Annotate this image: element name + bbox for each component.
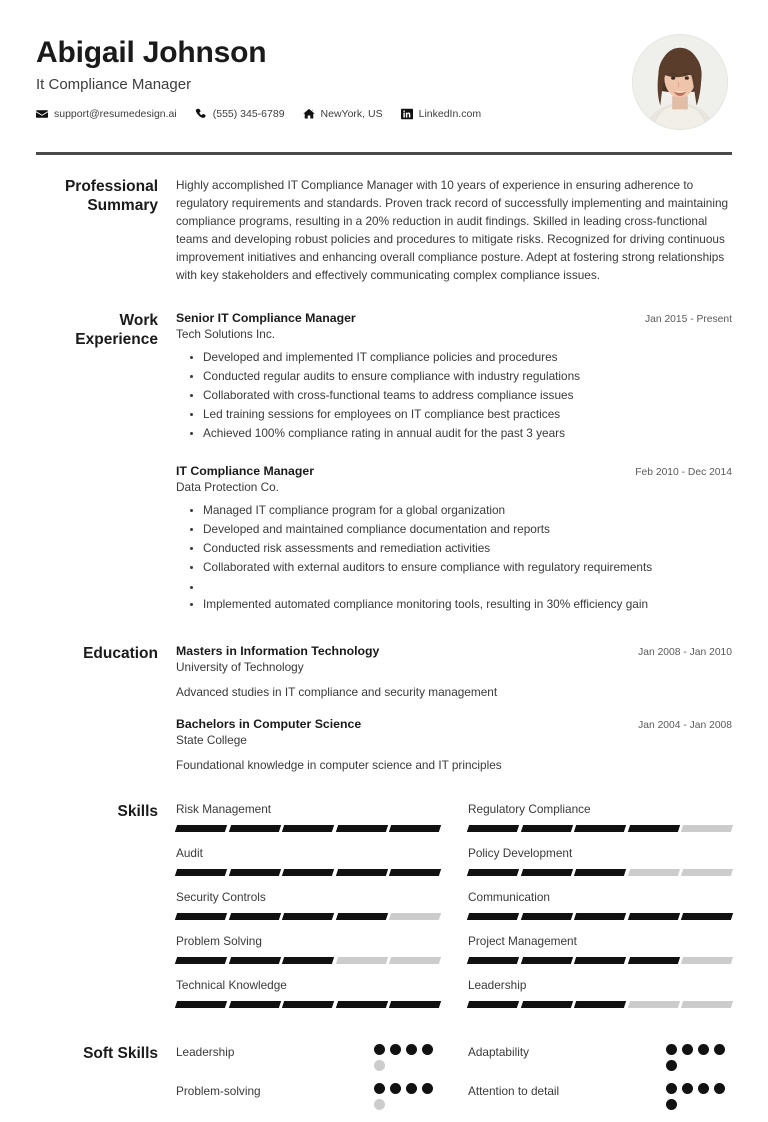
section-heading-summary (36, 177, 176, 285)
skill-meter (176, 957, 440, 964)
experience-bullet-list (176, 348, 732, 444)
list-item: • Led training sessions for employees on IT compliance best practices (203, 405, 732, 424)
skill-label: Audit (176, 845, 203, 860)
education-entry-header (176, 717, 732, 731)
experience-company: Tech Solutions Inc. (176, 326, 276, 341)
contact-linkedin[interactable] (401, 108, 481, 120)
section-heading-soft-skills: Soft Skills (83, 1044, 158, 1062)
skill-segment-filled (574, 825, 626, 832)
contact-email[interactable] (36, 108, 177, 120)
skill-meter (468, 1001, 732, 1008)
experience-heading-line-1: Work (119, 311, 158, 329)
rating-dot-filled (666, 1083, 677, 1094)
rating-dot-filled (714, 1083, 725, 1094)
rating-dot-filled (714, 1044, 725, 1055)
skill-label: Project Management (468, 933, 577, 948)
skill-segment-empty (389, 913, 441, 920)
skill-item (468, 890, 732, 920)
skill-segment-empty (681, 869, 733, 876)
skill-label: Regulatory Compliance (468, 801, 591, 816)
skill-item (468, 802, 732, 832)
experience-company: Data Protection Co. (176, 479, 279, 494)
contact-phone[interactable] (195, 108, 285, 120)
soft-skill-item (176, 1044, 440, 1071)
skill-segment-filled (228, 869, 280, 876)
skill-item (176, 978, 440, 1008)
skill-segment-filled (389, 825, 441, 832)
skill-label: Problem Solving (176, 933, 262, 948)
soft-skill-label: Adaptability (468, 1044, 529, 1059)
section-heading-experience (36, 311, 176, 614)
section-education (36, 644, 732, 772)
experience-heading-line-2: Experience (75, 330, 158, 348)
contact-phone-label: (555) 345-6789 (212, 107, 285, 120)
linkedin-icon (401, 108, 413, 120)
skill-segment-filled (228, 913, 280, 920)
education-degree: Bachelors in Computer Science (176, 716, 362, 731)
list-item: • Developed and maintained compliance documentation and reports (203, 520, 732, 539)
skill-label: Policy Development (468, 845, 573, 860)
experience-entry (176, 464, 732, 614)
skill-item (176, 846, 440, 876)
education-institution: State College (176, 732, 247, 747)
skill-segment-filled (175, 957, 227, 964)
skill-item (176, 934, 440, 964)
rating-dot-filled (374, 1083, 385, 1094)
list-item: • Implemented automated compliance monitoring tools, resulting in 30% efficiency gain (203, 595, 732, 614)
rating-dot-filled (698, 1083, 709, 1094)
experience-body (176, 311, 732, 614)
skill-segment-filled (467, 957, 519, 964)
rating-dot-filled (406, 1044, 417, 1055)
list-item: • Conducted regular audits to ensure compliance with industry regulations (203, 367, 732, 386)
envelope-icon (36, 108, 48, 120)
skill-meter (176, 869, 440, 876)
rating-dot-filled (406, 1083, 417, 1094)
header-left (36, 32, 632, 120)
section-soft-skills (36, 1044, 732, 1122)
skill-segment-filled (175, 869, 227, 876)
home-icon (303, 108, 315, 120)
soft-skill-rating (374, 1083, 440, 1110)
skill-segment-filled (336, 913, 388, 920)
skill-segment-filled (520, 957, 572, 964)
rating-dot-filled (422, 1083, 433, 1094)
skill-segment-empty (336, 957, 388, 964)
skill-meter (176, 913, 440, 920)
section-professional-summary (36, 177, 732, 285)
job-title: It Compliance Manager (36, 75, 192, 93)
summary-heading-line-2: Summary (87, 197, 158, 215)
soft-skill-label: Problem-solving (176, 1083, 261, 1098)
avatar-container (632, 32, 732, 130)
skill-segment-filled (574, 913, 626, 920)
list-item: • Developed and implemented IT compliance policies and procedures (203, 348, 732, 367)
avatar-photo (633, 35, 727, 129)
skill-segment-filled (282, 957, 334, 964)
skill-segment-filled (389, 869, 441, 876)
experience-entry (176, 311, 732, 444)
skill-segment-filled (574, 1001, 626, 1008)
skill-segment-filled (681, 913, 733, 920)
rating-dot-filled (666, 1044, 677, 1055)
skill-meter (468, 957, 732, 964)
soft-skill-item (468, 1044, 732, 1071)
soft-skill-rating (666, 1044, 732, 1071)
summary-text: Highly accomplished IT Compliance Manager with 10 years of experience in ensuring adherence to regulatory requirements and standards. Proven track record of successfully implementing and maintaining compliance programs, resulting in a 20% reduction in audit findings. Skilled in leading cross-functional teams and developing robust policies and procedures to mitigate risks. Recognized for driving continuous improvement initiatives and enhancing overall compliance posture. Adept at fostering strong relationships with key stakeholders and effectively communicating complex compliance issues. (176, 178, 729, 282)
skill-segment-empty (681, 1001, 733, 1008)
contact-location[interactable] (303, 108, 383, 120)
skill-segment-filled (520, 825, 572, 832)
rating-dot-filled (390, 1083, 401, 1094)
experience-date-range: Feb 2010 - Dec 2014 (635, 466, 732, 478)
experience-entry-header (176, 464, 732, 478)
skill-segment-filled (574, 869, 626, 876)
education-entry-header (176, 644, 732, 658)
section-heading-skills: Skills (117, 802, 158, 820)
education-entry (176, 644, 732, 699)
skill-segment-empty (389, 957, 441, 964)
soft-skill-rating (374, 1044, 440, 1071)
soft-skills-body (176, 1044, 732, 1122)
education-institution: University of Technology (176, 659, 304, 674)
skill-label: Technical Knowledge (176, 977, 287, 992)
skill-segment-filled (467, 825, 519, 832)
education-body (176, 644, 732, 772)
education-description: Advanced studies in IT compliance and security management (176, 684, 498, 699)
rating-dot-empty (374, 1099, 385, 1110)
header-divider (36, 152, 732, 155)
skill-segment-empty (681, 957, 733, 964)
rating-dot-empty (374, 1060, 385, 1071)
skill-segment-filled (520, 1001, 572, 1008)
soft-skill-label: Attention to detail (468, 1083, 560, 1098)
bullet-spacer (203, 578, 732, 595)
list-item: • Conducted risk assessments and remediation activities (203, 539, 732, 558)
page-title: Abigail Johnson (36, 36, 267, 69)
experience-job-title: Senior IT Compliance Manager (176, 310, 356, 325)
skill-item (176, 890, 440, 920)
skill-label: Leadership (468, 977, 527, 992)
skill-segment-empty (681, 825, 733, 832)
skill-meter (176, 825, 440, 832)
skill-segment-filled (574, 957, 626, 964)
soft-skill-item (468, 1083, 732, 1110)
skill-segment-empty (628, 869, 680, 876)
contact-linkedin-label: LinkedIn.com (418, 107, 482, 120)
education-entry (176, 717, 732, 772)
summary-heading-line-1: Professional (64, 178, 158, 195)
experience-job-title: IT Compliance Manager (176, 463, 315, 478)
rating-dot-filled (682, 1044, 693, 1055)
soft-skill-item (176, 1083, 440, 1110)
skills-grid (176, 802, 732, 1022)
education-date-range: Jan 2004 - Jan 2008 (638, 719, 732, 731)
skill-segment-filled (467, 869, 519, 876)
skill-item (468, 846, 732, 876)
skill-segment-filled (336, 869, 388, 876)
education-description: Foundational knowledge in computer science and IT principles (176, 757, 502, 772)
skill-segment-filled (282, 1001, 334, 1008)
skill-meter (468, 869, 732, 876)
rating-dot-filled (666, 1099, 677, 1110)
skill-segment-filled (175, 913, 227, 920)
skill-segment-filled (628, 913, 680, 920)
skill-meter (468, 825, 732, 832)
skill-segment-empty (628, 1001, 680, 1008)
rating-dot-filled (698, 1044, 709, 1055)
rating-dot-filled (422, 1044, 433, 1055)
soft-skill-label: Leadership (176, 1044, 235, 1059)
skill-segment-filled (228, 957, 280, 964)
skill-label: Risk Management (176, 801, 272, 816)
skill-segment-filled (228, 825, 280, 832)
summary-body (176, 177, 732, 285)
education-date-range: Jan 2008 - Jan 2010 (638, 646, 732, 658)
skill-segment-filled (628, 825, 680, 832)
list-item: • Collaborated with external auditors to ensure compliance with regulatory requirements (203, 558, 732, 577)
contact-list (36, 108, 632, 120)
section-work-experience (36, 311, 732, 614)
skill-segment-filled (282, 825, 334, 832)
experience-bullet-list (176, 501, 732, 614)
contact-location-label: NewYork, US (320, 107, 383, 120)
skill-segment-filled (389, 1001, 441, 1008)
skill-segment-filled (282, 869, 334, 876)
list-item: • Achieved 100% compliance rating in annual audit for the past 3 years (203, 424, 732, 443)
rating-dot-filled (390, 1044, 401, 1055)
rating-dot-filled (666, 1060, 677, 1071)
skill-segment-filled (282, 913, 334, 920)
list-item: • Managed IT compliance program for a global organization (203, 501, 732, 520)
avatar (632, 34, 728, 130)
education-degree: Masters in Information Technology (176, 643, 380, 658)
skill-segment-filled (228, 1001, 280, 1008)
skill-label: Security Controls (176, 889, 266, 904)
experience-date-range: Jan 2015 - Present (644, 313, 732, 325)
rating-dot-filled (374, 1044, 385, 1055)
soft-skills-grid (176, 1044, 732, 1122)
section-skills (36, 802, 732, 1022)
skill-segment-filled (467, 1001, 519, 1008)
skill-segment-filled (175, 825, 227, 832)
skill-label: Communication (468, 889, 550, 904)
skill-segment-filled (467, 913, 519, 920)
rating-dot-filled (682, 1083, 693, 1094)
skills-body (176, 802, 732, 1022)
skill-item (176, 802, 440, 832)
phone-icon (195, 108, 207, 120)
skill-segment-filled (336, 1001, 388, 1008)
skill-meter (468, 913, 732, 920)
skill-segment-filled (175, 1001, 227, 1008)
list-item: • Collaborated with cross-functional teams to address compliance issues (203, 386, 732, 405)
skill-segment-filled (520, 869, 572, 876)
skill-meter (176, 1001, 440, 1008)
skill-segment-filled (520, 913, 572, 920)
soft-skill-rating (666, 1083, 732, 1110)
contact-email-label: support@resumedesign.ai (54, 107, 177, 120)
experience-entry-header (176, 311, 732, 325)
skill-item (468, 934, 732, 964)
section-heading-education: Education (83, 644, 158, 662)
resume-header (36, 0, 732, 130)
skill-item (468, 978, 732, 1008)
skill-segment-filled (628, 957, 680, 964)
skill-segment-filled (336, 825, 388, 832)
